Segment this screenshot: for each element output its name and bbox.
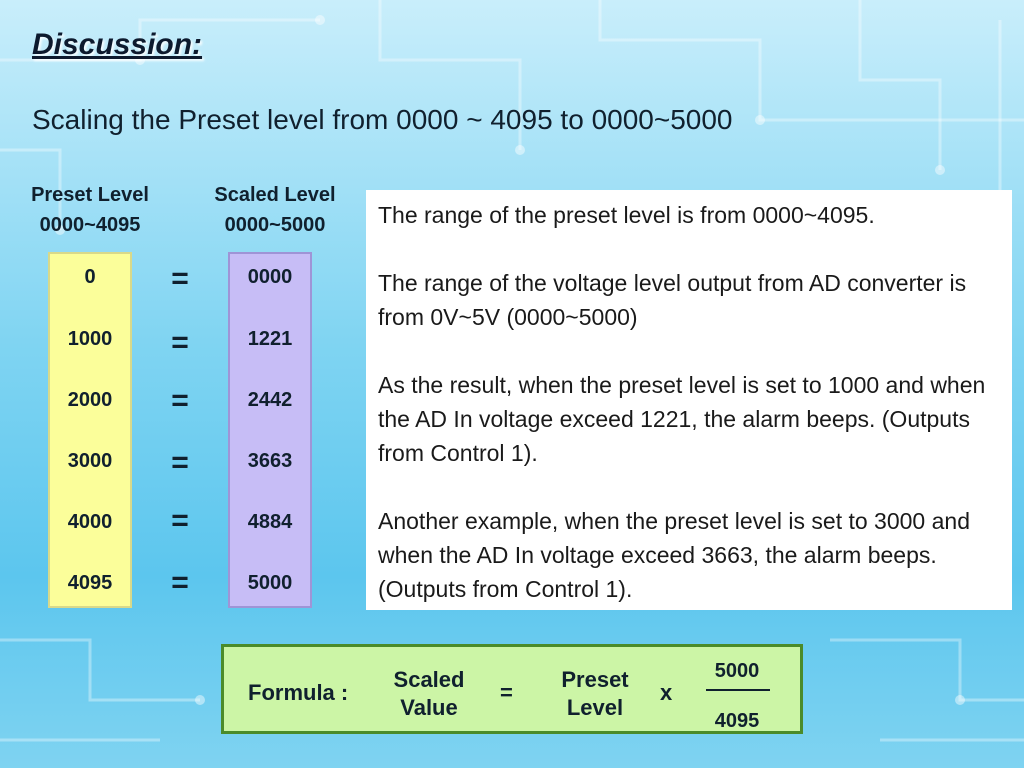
scaled-value: 3663 [247,450,293,472]
scaled-column-header [190,180,360,240]
scaled-header-title: Scaled Level [214,184,336,206]
explanation-paragraph: As the result, when the preset level is set to 1000 and when the AD In voltage exceed 1221, the alarm beeps. (Outputs from Control 1). [378,372,986,466]
preset-header-title: Preset Level [31,184,149,206]
slide-subtitle: Scaling the Preset level from 0000 ~ 4095 to 0000~5000 [32,104,733,135]
preset-column-header [10,180,170,240]
preset-value: 2000 [67,389,113,411]
equals-sign: = [171,504,189,537]
preset-value: 0 [84,266,96,288]
scaled-value: 5000 [247,572,293,594]
scaled-value: 1221 [247,328,293,350]
scaled-header-range: 0000~5000 [224,214,326,236]
formula-preset-line2: Level [566,695,624,720]
preset-value: 3000 [67,450,113,472]
explanation-panel [366,190,1012,610]
formula-denominator: 4095 [714,710,760,732]
formula-scaled-line2: Value [400,695,458,720]
equals-sign: = [171,566,189,599]
equals-sign: = [171,262,189,295]
formula-scaled-value [374,666,484,722]
formula-preset-level [540,666,650,722]
formula-box [221,644,803,734]
preset-value: 1000 [67,328,113,350]
scaled-value: 4884 [247,511,293,533]
equals-sign: = [171,384,189,417]
scaled-value: 0000 [247,266,293,288]
slide-heading: Discussion: [32,28,203,61]
equals-sign: = [171,326,189,359]
formula-scaled-line1: Scaled [393,667,465,692]
formula-equals: = [500,680,513,705]
equals-sign: = [171,446,189,479]
preset-values-box [48,252,132,608]
formula-label: Formula : [248,680,349,705]
fraction-bar [706,689,770,691]
preset-header-range: 0000~4095 [39,214,141,236]
explanation-paragraph: The range of the voltage level output from AD converter is from 0V~5V (0000~5000) [378,270,967,330]
scaled-value: 2442 [247,389,293,411]
preset-value: 4095 [67,572,113,594]
explanation-paragraph: Another example, when the preset level is set to 3000 and when the AD In voltage exceed 3663, the alarm beeps. (Outputs from Control 1). [378,508,970,602]
scaled-values-box [228,252,312,608]
formula-preset-line1: Preset [561,667,629,692]
formula-numerator: 5000 [714,660,760,682]
formula-times: x [660,680,673,705]
explanation-paragraph: The range of the preset level is from 0000~4095. [378,202,875,228]
preset-value: 4000 [67,511,113,533]
